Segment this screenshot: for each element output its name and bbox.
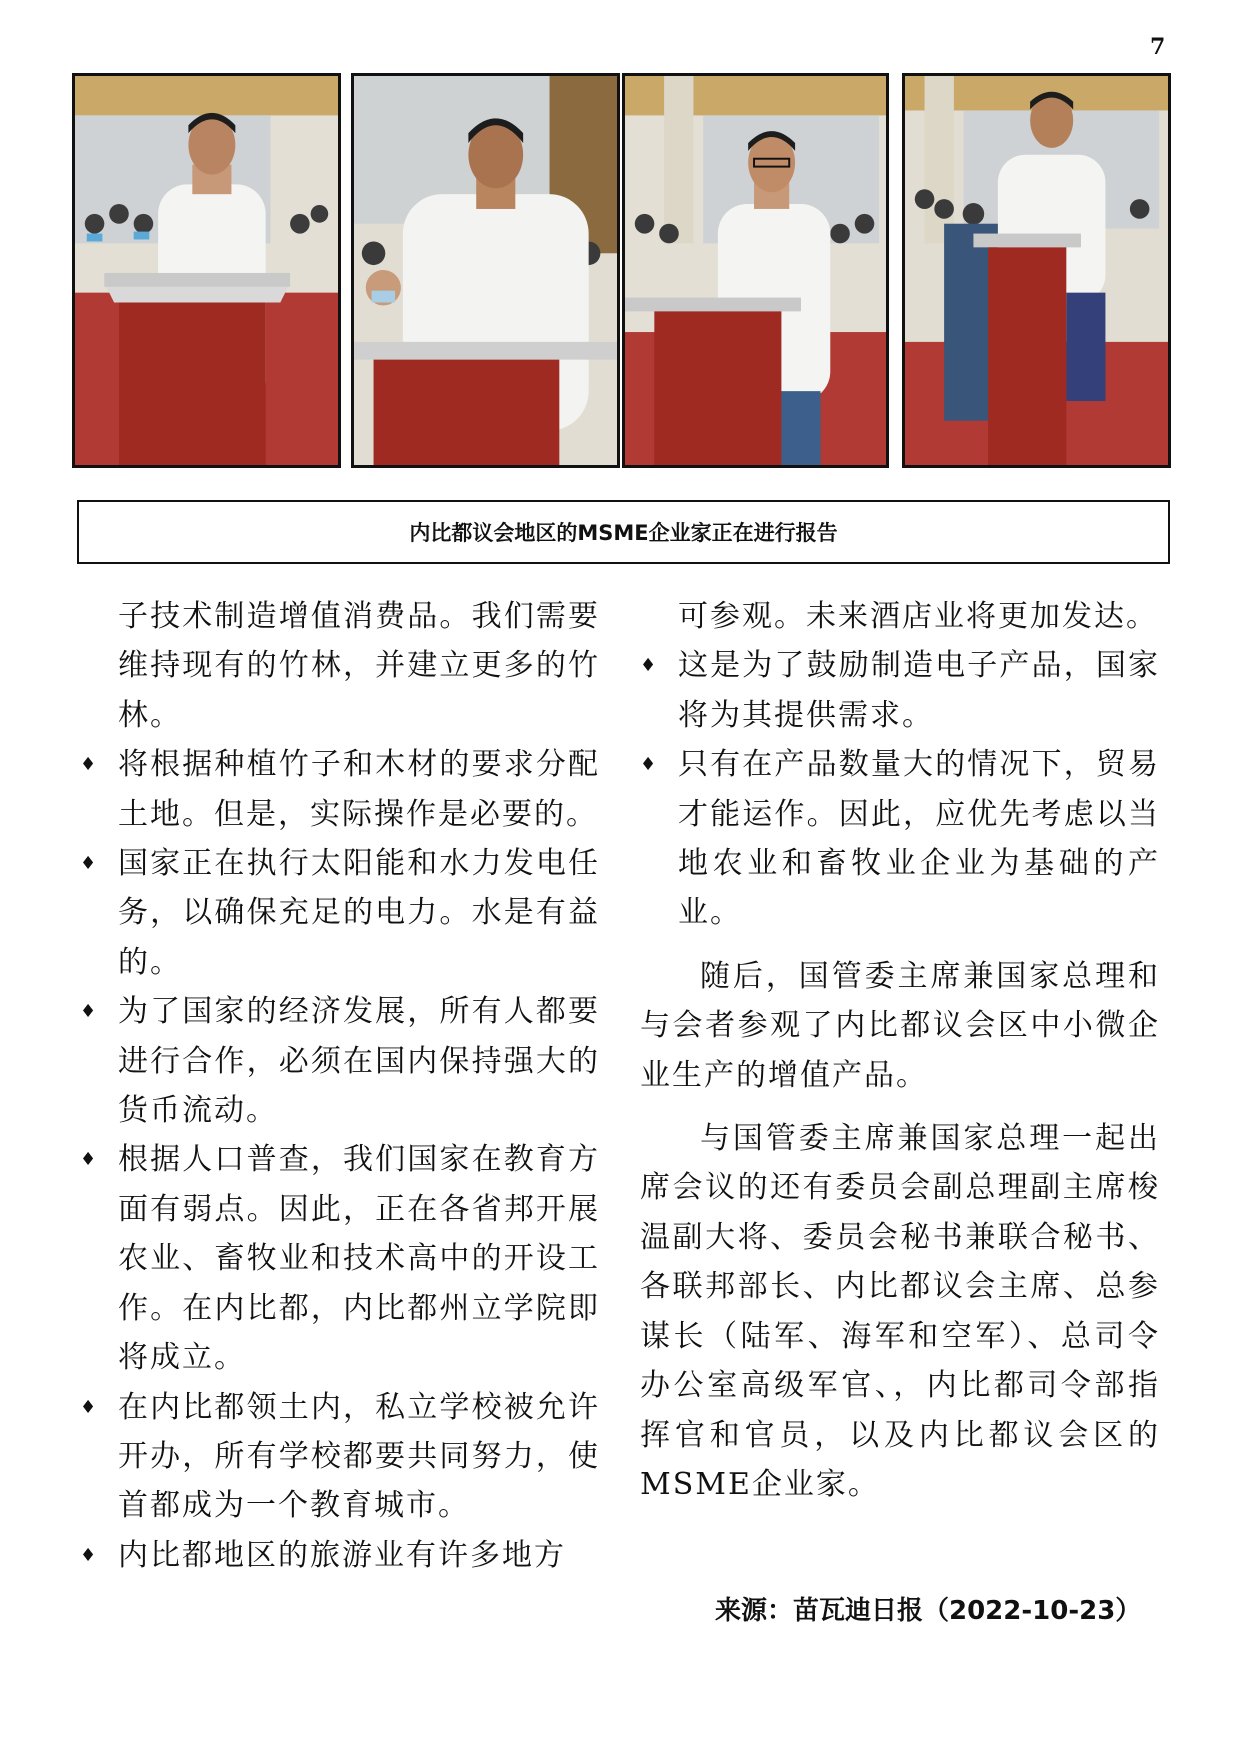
bullet-item: ♦ 只有在产品数量大的情况下，贸易才能运作。因此，应优先考虑以当地农业和畜牧业企业为基础的产业。 <box>640 740 1160 938</box>
bullet-diamond-icon: ♦ <box>80 754 99 776</box>
bullet-item: ♦ 将根据种植竹子和木材的要求分配土地。但是，实际操作是必要的。 <box>80 740 600 839</box>
source-credit: 来源：苗瓦迪日报（2022-10-23） <box>715 1596 1142 1626</box>
bullet-item: ♦ 在内比都领土内，私立学校被允许开办，所有学校都要共同努力，使首都成为一个教育城市。 <box>80 1383 600 1531</box>
bullet-diamond-icon: ♦ <box>640 655 659 677</box>
bullet-diamond-icon: ♦ <box>80 1001 99 1023</box>
bullet-diamond-icon: ♦ <box>80 1544 99 1566</box>
bullet-diamond-icon: ♦ <box>640 754 659 776</box>
page-number: 7 <box>1150 34 1166 60</box>
bullet-diamond-icon: ♦ <box>80 1149 99 1171</box>
speaker-photo-2 <box>351 73 620 468</box>
speaker-photo-3 <box>622 73 889 468</box>
speaker-photo-1 <box>72 73 341 468</box>
bullet-diamond-icon: ♦ <box>80 1396 99 1418</box>
body-paragraph: 与国管委主席兼国家总理一起出席会议的还有委员会副总理副主席梭温副大将、委员会秘书兼联合秘书、各联邦部长、内比都议会主席、总参谋长（陆军、海军和空军）、总司令办公室高级军官、，内比都司令部指挥官和官员，以及内比都议会区的MSME企业家。 <box>640 1121 1160 1502</box>
continuation-text: 子技术制造增值消费品。我们需要维持现有的竹林，并建立更多的竹林。 <box>118 599 600 733</box>
bullet-item: ♦ 这是为了鼓励制造电子产品，国家将为其提供需求。 <box>640 641 1160 740</box>
bullet-item: ♦ 为了国家的经济发展，所有人都要进行合作，必须在国内保持强大的货币流动。 <box>80 987 600 1135</box>
left-column <box>80 592 600 1580</box>
photo-caption: 内比都议会地区的MSME企业家正在进行报告 <box>77 500 1170 564</box>
body-paragraph: 随后，国管委主席兼国家总理和与会者参观了内比都议会区中小微企业生产的增值产品。 <box>640 958 1160 1093</box>
bullet-item: ♦ 国家正在执行太阳能和水力发电任务，以确保充足的电力。水是有益的。 <box>80 839 600 987</box>
bullet-item: ♦ 内比都地区的旅游业有许多地方 <box>80 1531 600 1580</box>
right-column <box>640 592 1160 1509</box>
speaker-photo-4 <box>902 73 1171 468</box>
continuation-text: 可参观。未来酒店业将更加发达。 <box>678 599 1158 634</box>
bullet-item: ♦ 根据人口普查，我们国家在教育方面有弱点。因此，正在各省邦开展农业、畜牧业和技术高中的开设工作。在内比都，内比都州立学院即将成立。 <box>80 1135 600 1382</box>
bullet-diamond-icon: ♦ <box>80 853 99 875</box>
